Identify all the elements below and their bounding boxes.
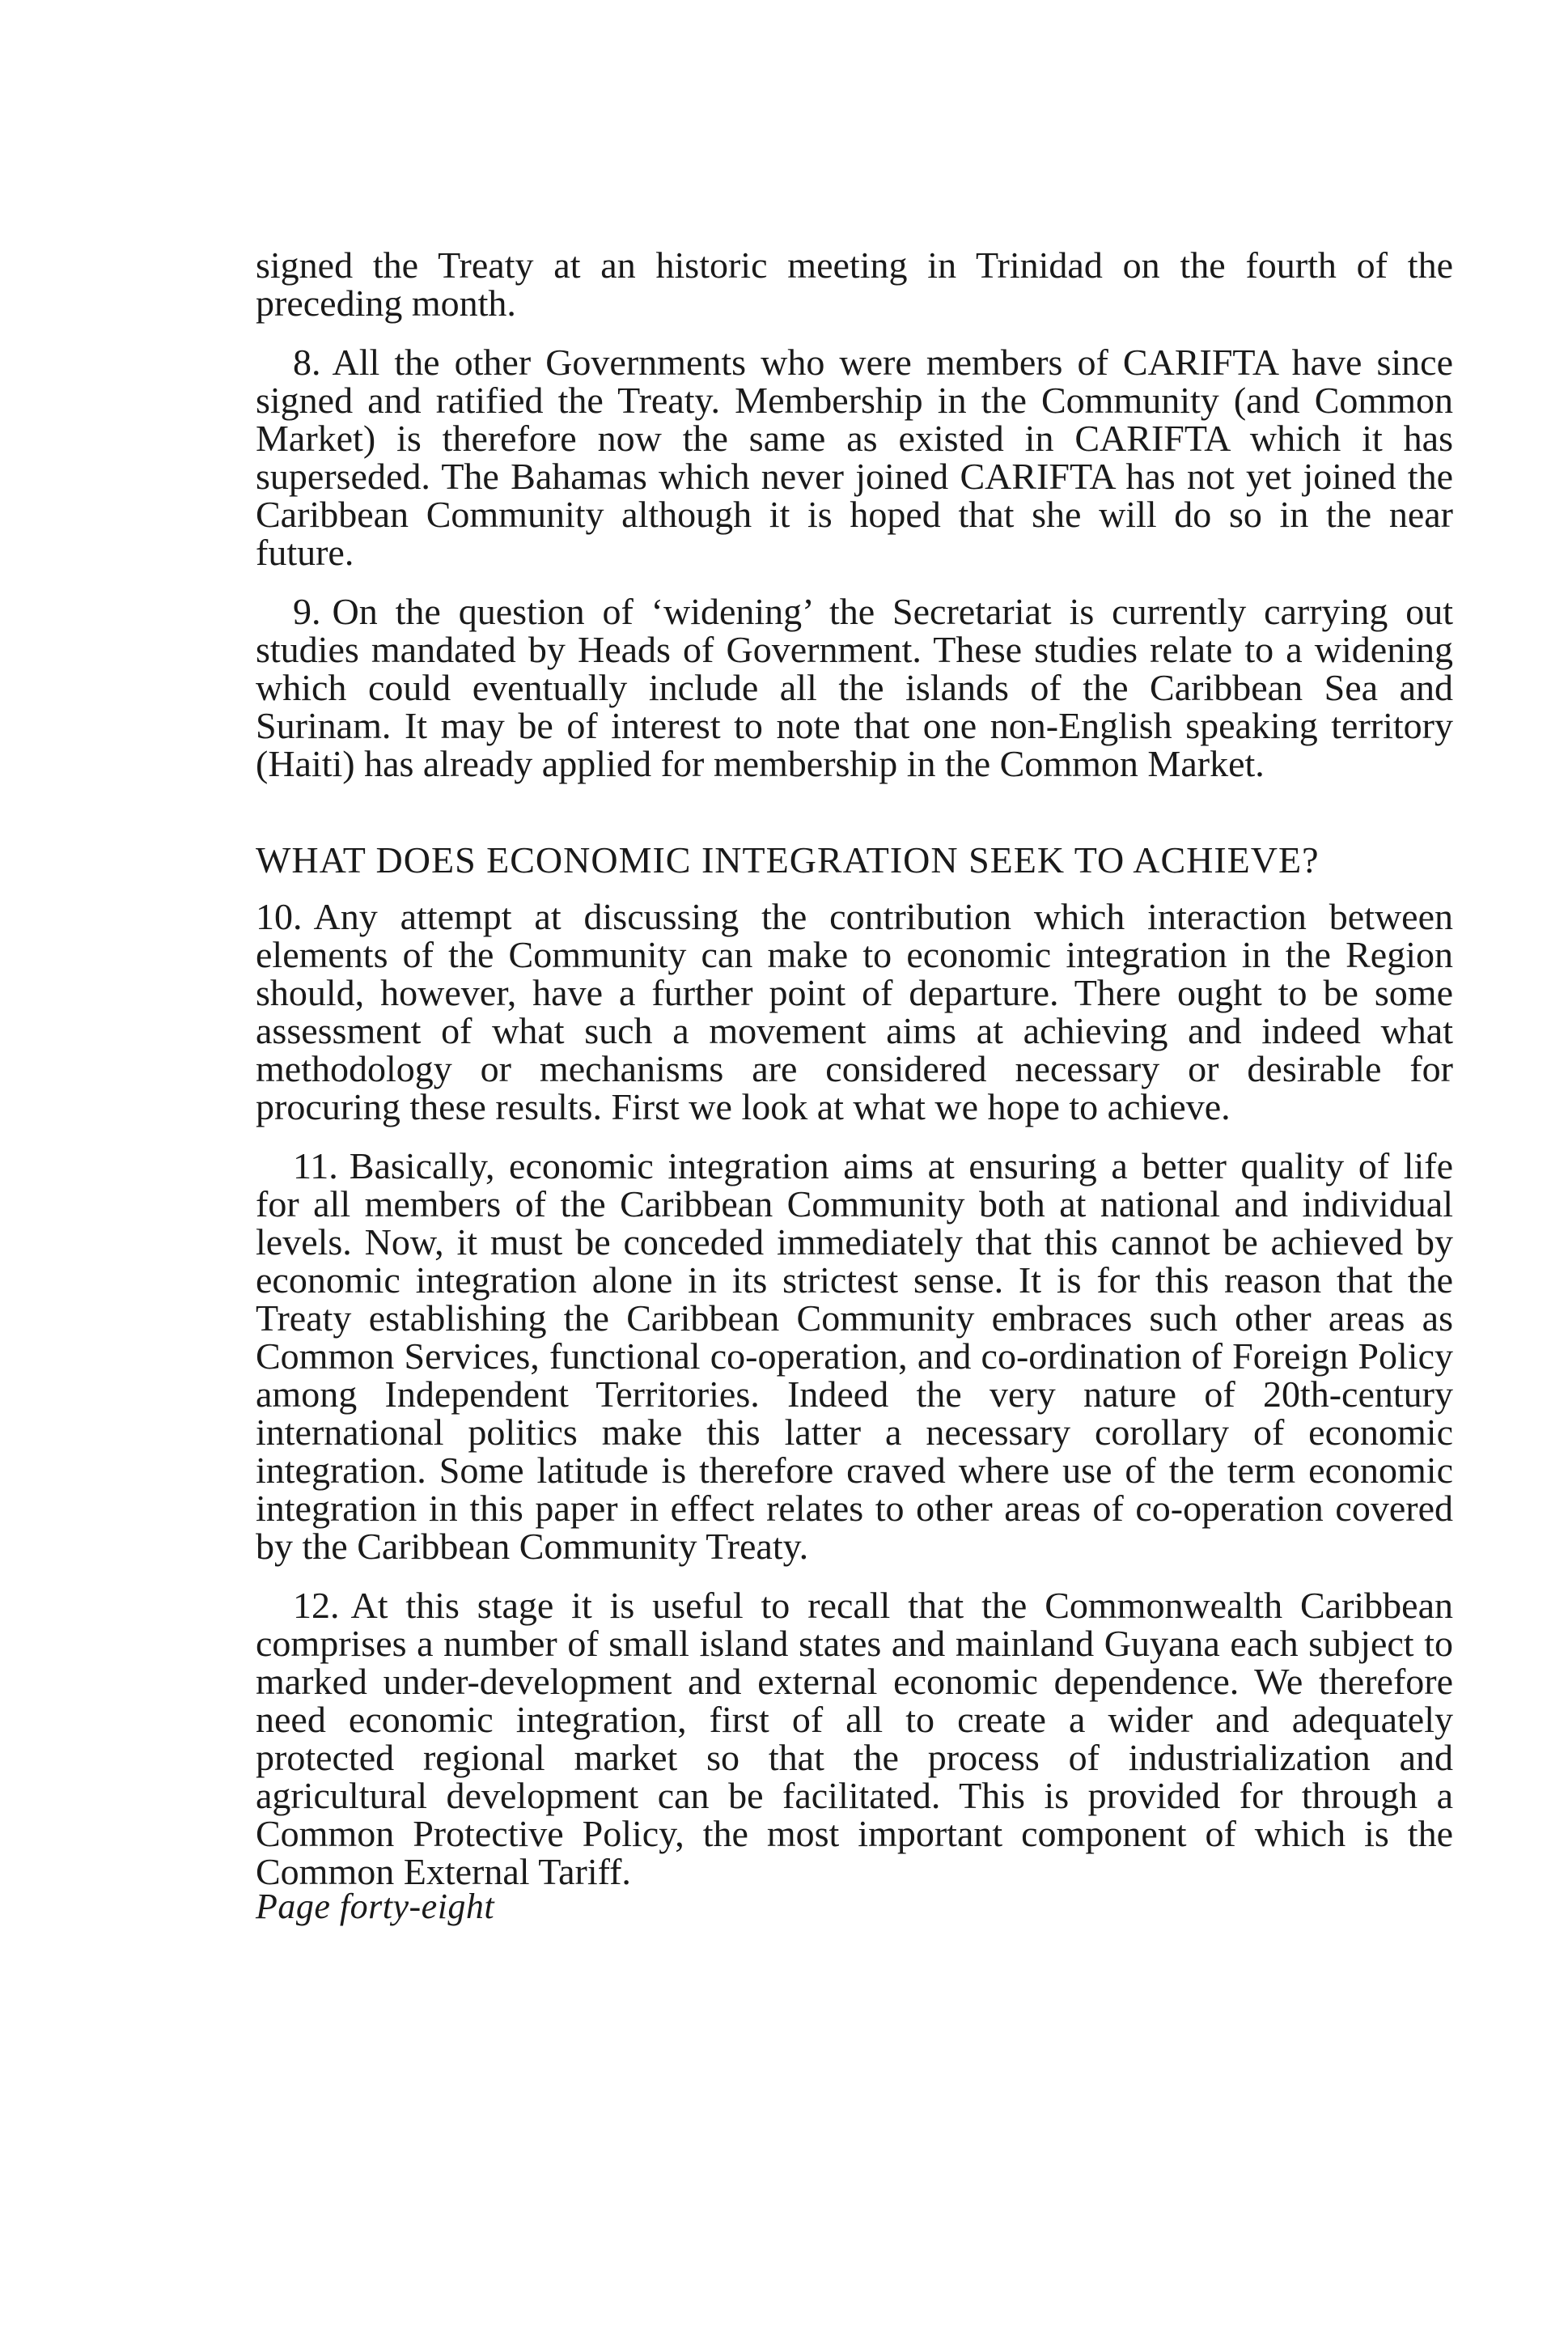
paragraph-text: signed the Treaty at an historic meeting in Trinidad on the fourth of the preceding month. — [256, 244, 1453, 324]
paragraph-9 — [256, 592, 1453, 783]
paragraph-text: Any attempt at discussing the contribution which interaction between elements of the Community can make to economic integration in the Region should, however, have a further point of departure. There ought to be some assessment of what such a movement aims at achieving and indeed what methodology or mechanisms are considered necessary or desirable for procuring these results. First we look at what we hope to achieve. — [256, 896, 1453, 1127]
paragraph-11 — [256, 1147, 1453, 1565]
paragraph-text: Basically, economic integration aims at ensuring a better quality of life for all members of the Caribbean Community both at national and individual levels. Now, it must be conceded immediately that this cannot be achieved by economic integration alone in its strictest sense. It is for this reason that the Treaty establishing the Caribbean Community embraces such other areas as Common Services, functional co-operation, and co-ordination of Foreign Policy among Independent Territories. Indeed the very nature of 20th-century international politics make this latter a necessary corollary of economic integration. Some latitude is therefore craved where use of the term economic integration in this paper in effect relates to other areas of co-operation covered by the Caribbean Community Treaty. — [256, 1145, 1453, 1567]
paragraph-text: All the other Governments who were members of CARIFTA have since signed and ratified the Treaty. Membership in the Community (and Common Market) is therefore now the same as existed in CARIFTA which it has superseded. The Bahamas which never joined CARIFTA has not yet joined the Caribbean Community although it is hoped that she will do so in the near future. — [256, 342, 1453, 573]
paragraph-text: On the question of ‘widening’ the Secretariat is currently carrying out studies mandated by Heads of Government. These studies relate to a widening which could eventually include all the islands of the Caribbean Sea and Surinam. It may be of interest to note that one non-English speaking territory (Haiti) has already applied for membership in the Common Market. — [256, 591, 1453, 784]
paragraph-number: 10. — [256, 896, 303, 937]
paragraph-8 — [256, 343, 1453, 571]
paragraph-continuation — [256, 246, 1453, 322]
paragraph-text: At this stage it is useful to recall that the Commonwealth Caribbean comprises a number of small island states and mainland Guyana each subject to marked under-development and external economic dependence. We therefore need economic integration, first of all to create a wider and adequately protected regional market so that the process of industrialization and agricultural development can be facilitated. This is provided for through a Common Protective Policy, the most important component of which is the Common External Tariff. — [256, 1585, 1453, 1892]
paragraph-number: 11. — [293, 1145, 338, 1186]
paragraph-10 — [256, 898, 1453, 1126]
text-column — [256, 246, 1453, 1891]
paragraph-12 — [256, 1586, 1453, 1891]
page-footer: Page forty-eight — [256, 1887, 495, 1926]
paragraph-number: 8. — [293, 342, 321, 383]
paragraph-number: 9. — [293, 591, 321, 632]
section-heading: WHAT DOES ECONOMIC INTEGRATION SEEK TO ACHIEVE? — [256, 839, 1320, 881]
paragraph-number: 12. — [293, 1585, 340, 1626]
